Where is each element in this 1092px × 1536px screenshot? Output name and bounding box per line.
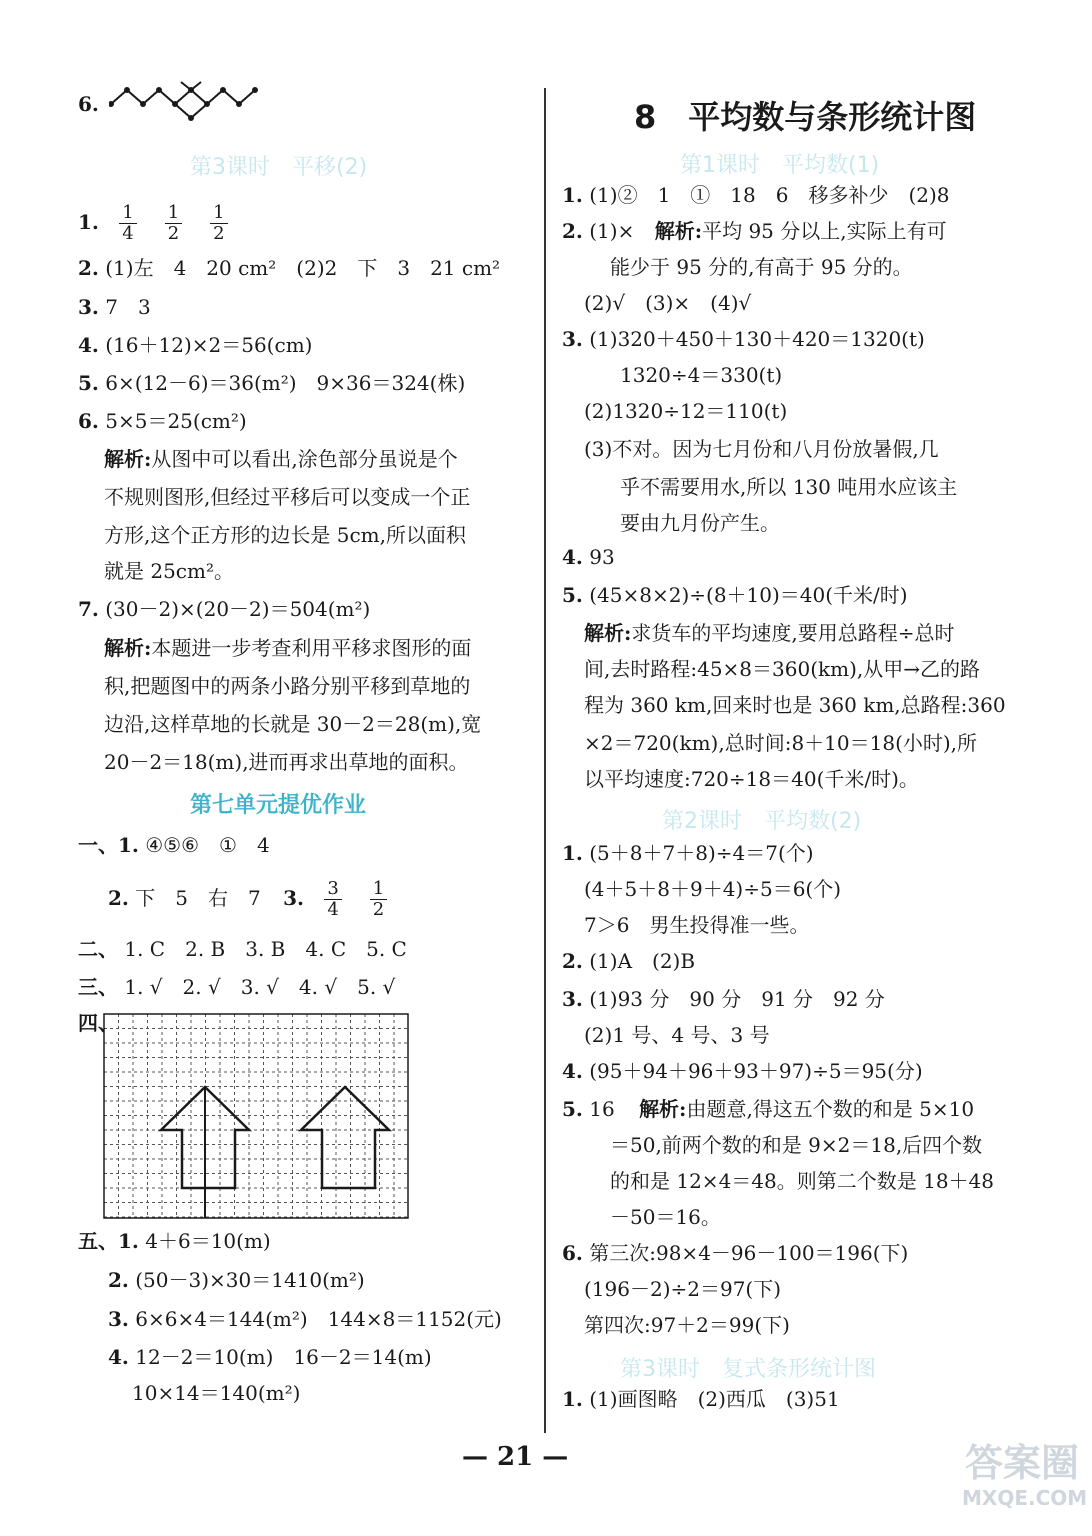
r2-q5-parse-line: 的和是 12×4＝48。则第二个数是 18＋48 [610,1169,994,1193]
zigzag-figure [109,80,269,130]
q6b-parse-line: 方形,这个正方形的边长是 5cm,所以面积 [104,523,466,547]
r-q1-row [562,182,950,208]
part5-row3 [108,1306,502,1332]
question-label: 2. [562,219,583,243]
r-q3-answer: (1)320＋450＋130＋420＝1320(t) [589,327,925,351]
r2-q5-row [562,1096,974,1122]
q7-parse-line: 边沿,这样草地的长就是 30－2＝28(m),宽 [104,712,482,736]
fraction [119,203,136,244]
part1-row2 [108,872,401,924]
fraction-denominator: 2 [372,899,385,920]
fraction [324,879,341,920]
r2-q1-row [562,840,814,866]
q6b-parse-line: 就是 25cm²。 [104,559,234,583]
question-label: 4. [562,545,583,569]
r2-q6-line: (196－2)÷2＝97(下) [584,1277,782,1301]
watermark-text-top: 答案圈 [964,1441,1079,1485]
r-q5-row [562,582,908,608]
r2-q3-answer: (1)93 分 90 分 91 分 92 分 [589,987,885,1011]
r2-q1-answer: (5＋8＋7＋8)÷4＝7(个) [589,841,814,865]
q7-parse-line: 20－2＝18(m),进而再求出草地的面积。 [104,750,469,774]
part-label: 四、 [78,1011,118,1035]
parse-label: 解析: [104,636,152,660]
r-q3-line: 乎不需要用水,所以 130 吨用水应该主 [620,475,958,499]
r2-q2-row [562,948,695,974]
q7-row [78,596,370,622]
part1-q2-answer: 下 5 右 7 [135,886,261,910]
r-q3-row [562,326,925,352]
translation-grid-figure [102,1012,410,1226]
question-label: 5. [562,583,583,607]
part5-row4 [108,1344,432,1370]
r2-q2-answer: (1)A (2)B [589,949,696,973]
parse-text: 本题进一步考查利用平移求图形的面 [151,636,472,660]
fraction-numerator: 1 [165,203,182,224]
section-title-lesson3-chart: 第3课时 复式条形统计图 [620,1357,876,1382]
q7-answer: (30－2)×(20－2)＝504(m²) [105,597,371,621]
r-q5-parse-line [584,620,955,646]
question-label: 1. [562,1387,583,1411]
part3-row [78,974,395,1000]
column-divider [544,88,546,1433]
part-label: 一、1. [78,833,139,857]
q6b-parse-line [104,446,458,472]
watermark-text-bottom: MXQE.COM [962,1486,1088,1510]
fraction-numerator: 1 [210,203,227,224]
r-q3-line: (2)1320÷12＝110(t) [584,399,788,423]
r2-q5-parse-line: －50＝16。 [610,1205,721,1229]
part3-answer: 1. √ 2. √ 3. √ 4. √ 5. √ [124,975,396,999]
part2-row [78,936,407,962]
q4-row [78,332,312,358]
r-q5-parse-line: 以平均速度:720÷18＝40(千米/时)。 [584,767,919,791]
r2-q5-parse-line: ＝50,前两个数的和是 9×2＝18,后四个数 [610,1133,983,1157]
fraction-denominator: 2 [213,223,225,244]
r2-q4-row [562,1058,923,1084]
q5-answer: 6×(12－6)＝36(m²) 9×36＝324(株) [105,371,466,395]
parse-label: 解析: [639,1097,687,1121]
question-label: 3. [78,295,99,319]
question-label: 5. [562,1097,583,1121]
q3-row [78,294,151,320]
fraction-denominator: 4 [122,223,134,244]
arrow-shape-right [301,1087,389,1188]
parse-text: 平均 95 分以上,实际上有可 [702,219,947,243]
question-label: 6. [78,409,99,433]
fraction-numerator: 3 [324,879,341,900]
r-q5-parse-line: 间,去时路程:45×8＝360(km),从甲→乙的路 [584,657,981,681]
q7-parse-line [104,635,471,661]
question-label: 2. [108,1268,129,1292]
r-q3-line: 要由九月份产生。 [620,511,780,535]
fraction-denominator: 4 [327,899,339,920]
r-q2-row2: (2)√ (3)× (4)√ [584,291,752,315]
part5-q2-answer: (50－3)×30＝1410(m²) [135,1268,365,1292]
parse-label: 解析: [584,621,632,645]
q6b-answer: 5×5＝25(cm²) [105,409,247,433]
part1-answer: ④⑤⑥ ① 4 [145,833,270,857]
question-label: 7. [78,597,99,621]
r3-q1-row [562,1386,840,1412]
fraction-numerator: 1 [119,203,136,224]
r-q5-parse-line: 程为 360 km,回来时也是 360 km,总路程:360 [584,693,1006,717]
fraction-numerator: 1 [370,879,387,900]
question-label: 6. [78,91,99,116]
parse-text: 由题意,得这五个数的和是 5×10 [686,1097,975,1121]
q3-answer: 7 3 [105,295,151,319]
fraction [370,879,387,920]
question-label: 1. [562,841,583,865]
fraction [165,203,182,244]
r-q2-answer: (1)× [589,219,635,243]
page-number: — 21 — [462,1442,569,1472]
r3-q1-answer: (1)画图略 (2)西瓜 (3)51 [589,1387,840,1411]
fraction-denominator: 2 [167,223,180,244]
q7-parse-line: 积,把题图中的两条小路分别平移到草地的 [104,674,471,698]
q2-answer: (1)左 4 20 cm² (2)2 下 3 21 cm² [105,256,501,280]
part-label: 五、1. [78,1229,139,1253]
parse-label: 解析: [654,219,703,243]
part1-row [78,832,270,858]
part5-q4-answer: 12－2＝10(m) 16－2＝14(m) [135,1345,432,1369]
r-q4-answer: 93 [589,545,615,569]
question-label: 3. [283,886,304,910]
question-label: 2. [108,886,129,910]
part5-q1-answer: 4＋6＝10(m) [145,1229,271,1253]
parse-label: 解析: [104,447,152,471]
fraction [210,203,227,244]
question-label: 2. [562,949,583,973]
part5-row2 [108,1267,365,1293]
r2-q6-answer: 第三次:98×4－96－100＝196(下) [589,1241,909,1265]
r2-q6-line: 第四次:97＋2＝99(下) [584,1313,790,1337]
q6-zigzag-row [78,80,269,130]
question-label: 5. [78,371,99,395]
chapter-title: 8 平均数与条形统计图 [634,98,977,136]
part5-row1 [78,1228,271,1254]
r-q2-parse-line: 能少于 95 分的,有高于 95 分的。 [610,255,913,279]
r-q3-line: 1320÷4＝330(t) [620,363,783,387]
r2-q3-line: (2)1 号、4 号、3 号 [584,1023,770,1047]
part1-q3-fractions [310,878,401,920]
parse-text: 从图中可以看出,涂色部分虽说是个 [151,447,458,471]
watermark-logo [962,1440,1088,1530]
question-label: 3. [562,327,583,351]
q6b-parse-line: 不规则图形,但经过平移后可以变成一个正 [104,485,471,509]
section-title-unit7: 第七单元提优作业 [190,793,367,818]
q5-row [78,370,465,396]
q2-row [78,255,500,281]
r2-q3-row [562,986,885,1012]
r-q2-row [562,218,947,244]
r-q1-answer: (1)② 1 ① 18 6 移多补少 (2)8 [589,183,950,207]
question-label: 3. [108,1307,129,1331]
question-label: 4. [562,1059,583,1083]
q4-answer: (16＋12)×2＝56(cm) [105,333,313,357]
question-label: 4. [78,333,99,357]
section-title-lesson2: 第2课时 平均数(2) [662,809,862,834]
r2-q1-line: 7＞6 男生投得准一些。 [584,913,810,937]
question-label: 1. [78,210,99,234]
q6b-row [78,408,247,434]
question-label: 6. [562,1241,583,1265]
r-q3-line: (3)不对。因为七月份和八月份放暑假,几 [584,437,939,461]
question-label: 3. [562,987,583,1011]
section-title-lesson1: 第1课时 平均数(1) [680,153,880,178]
r-q5-parse-line: ×2＝720(km),总时间:8＋10＝18(小时),所 [584,731,978,755]
part5-row4b: 10×14＝140(m²) [132,1381,301,1405]
part2-answer: 1. C 2. B 3. B 4. C 5. C [124,937,407,961]
r2-q1-line: (4＋5＋8＋9＋4)÷5＝6(个) [584,877,842,901]
r-q4-row [562,544,615,570]
question-label: 2. [78,256,99,280]
question-label: 1. [562,183,583,207]
parse-text: 求货车的平均速度,要用总路程÷总时 [631,621,955,645]
part5-q3-answer: 6×6×4＝144(m²) 144×8＝1152(元) [135,1307,502,1331]
part-label: 三、 [78,975,118,999]
r2-q4-answer: (95＋94＋96＋93＋97)÷5＝95(分) [589,1059,923,1083]
grid-svg [102,1012,410,1222]
q1-fractions [105,202,241,244]
q1-row [78,196,242,248]
r2-q5-answer: 16 [589,1097,615,1121]
r-q5-answer: (45×8×2)÷(8＋10)＝40(千米/时) [589,583,908,607]
section-title-lesson3: 第3课时 平移(2) [190,155,368,180]
r2-q6-row [562,1240,908,1266]
part-label: 二、 [78,937,118,961]
question-label: 4. [108,1345,129,1369]
